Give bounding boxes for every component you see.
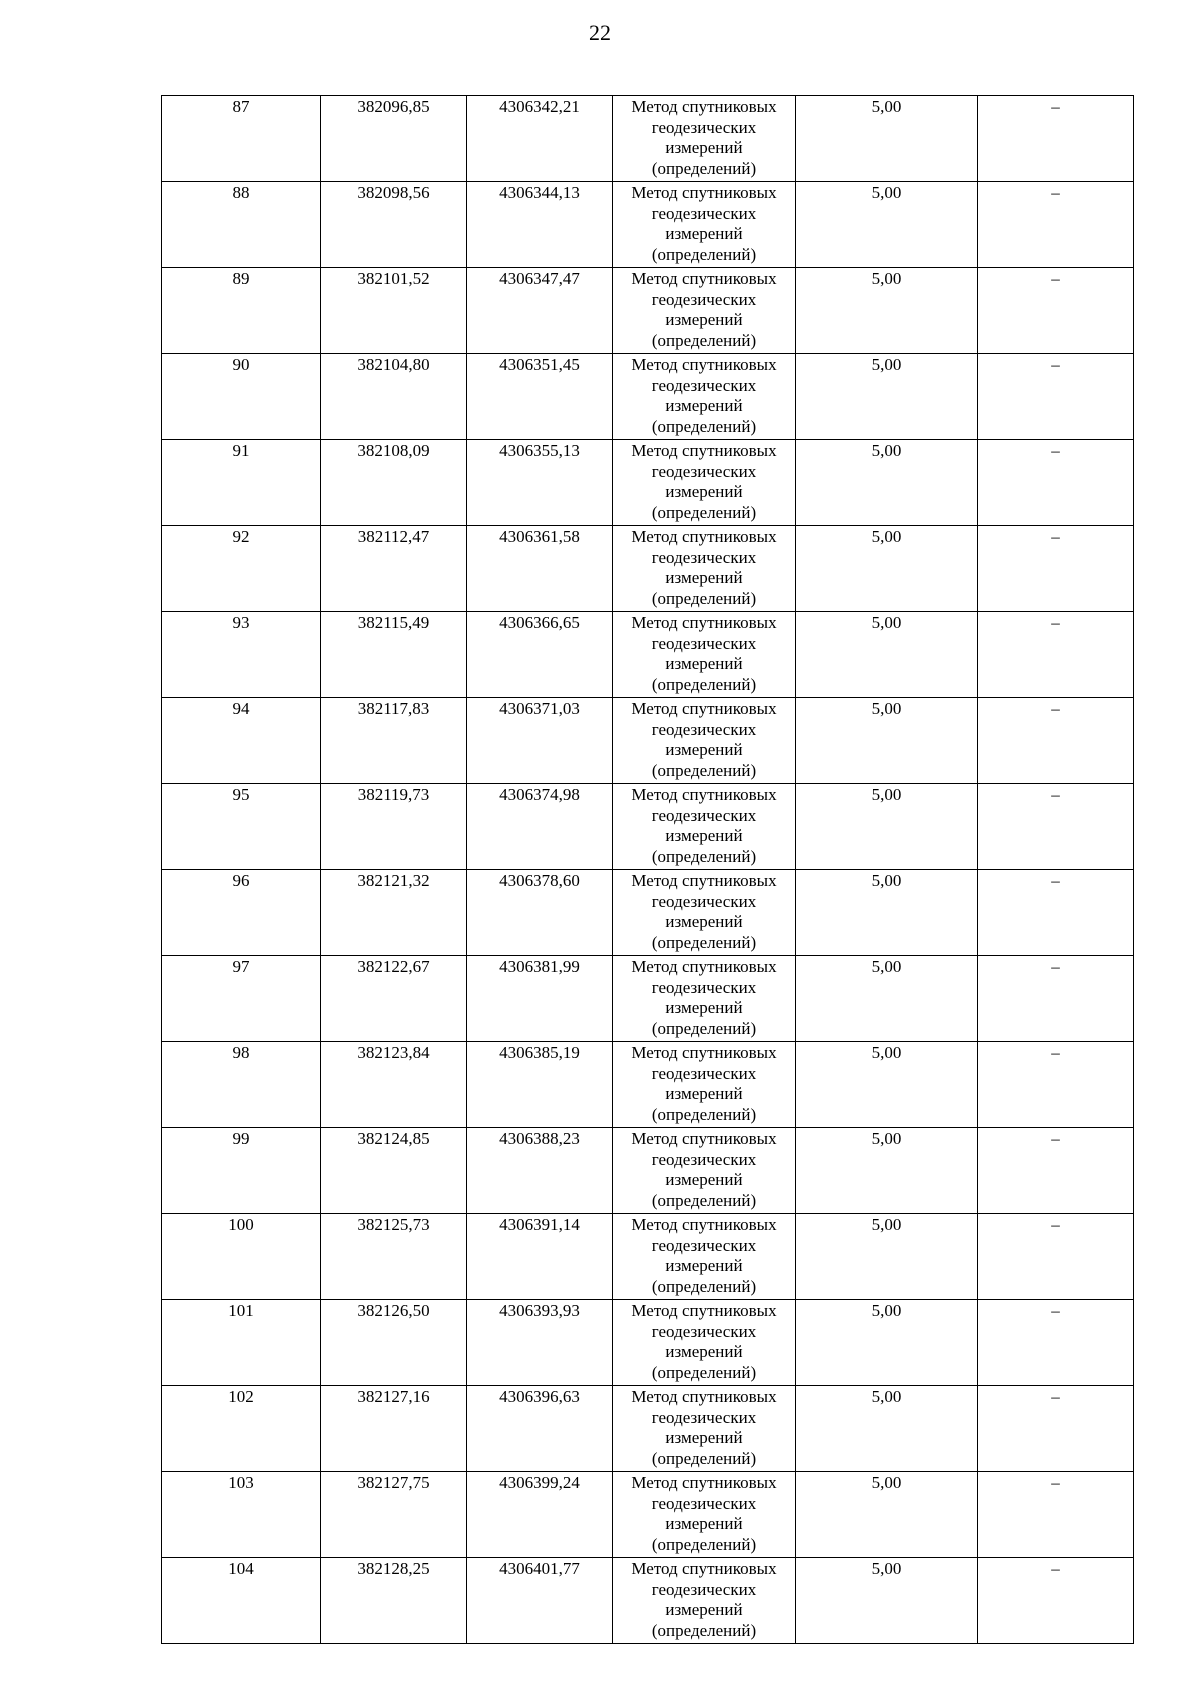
method-line: геодезических: [651, 461, 757, 481]
method-line: Метод спутниковых: [631, 613, 777, 632]
method-line: геодезических: [651, 289, 757, 309]
method-line: измерений: [665, 740, 743, 759]
method-line: (определений): [651, 244, 757, 264]
note-cell: –: [978, 1300, 1134, 1386]
table-row: [162, 268, 1134, 354]
method-line: Метод спутниковых: [631, 1301, 777, 1320]
method-line: (определений): [651, 932, 757, 952]
note-cell: –: [978, 1128, 1134, 1214]
note-cell: –: [978, 612, 1134, 698]
method-line: геодезических: [651, 375, 757, 395]
x-coordinate-cell: 382108,09: [321, 440, 467, 526]
method-line: измерений: [665, 826, 743, 845]
point-number-cell: 90: [162, 354, 321, 440]
point-number-cell: 89: [162, 268, 321, 354]
table-row: [162, 784, 1134, 870]
point-number-cell: 94: [162, 698, 321, 784]
method-cell: [613, 440, 796, 526]
method-cell: [613, 870, 796, 956]
method-line: Метод спутниковых: [631, 1559, 777, 1578]
method-line: геодезических: [651, 203, 757, 223]
note-cell: –: [978, 526, 1134, 612]
table-row: [162, 182, 1134, 268]
method-line: (определений): [651, 1534, 757, 1554]
method-line: (определений): [651, 1362, 757, 1382]
method-line: измерений: [665, 1428, 743, 1447]
method-line: геодезических: [651, 633, 757, 653]
x-coordinate-cell: 382096,85: [321, 96, 467, 182]
method-line: Метод спутниковых: [631, 97, 777, 116]
method-line: геодезических: [651, 1321, 757, 1341]
table-row: [162, 526, 1134, 612]
note-cell: –: [978, 1214, 1134, 1300]
note-cell: –: [978, 1386, 1134, 1472]
method-line: Метод спутниковых: [631, 269, 777, 288]
method-line: Метод спутниковых: [631, 1043, 777, 1062]
method-cell: [613, 612, 796, 698]
method-line: Метод спутниковых: [631, 785, 777, 804]
accuracy-cell: 5,00: [796, 1472, 978, 1558]
point-number-cell: 98: [162, 1042, 321, 1128]
method-cell: [613, 526, 796, 612]
method-line: измерений: [665, 396, 743, 415]
table-body: [162, 96, 1134, 1644]
table-row: [162, 612, 1134, 698]
method-line: геодезических: [651, 977, 757, 997]
table-row: [162, 1128, 1134, 1214]
method-line: (определений): [651, 1104, 757, 1124]
method-line: Метод спутниковых: [631, 441, 777, 460]
method-line: геодезических: [651, 1235, 757, 1255]
y-coordinate-cell: 4306391,14: [467, 1214, 613, 1300]
y-coordinate-cell: 4306399,24: [467, 1472, 613, 1558]
note-cell: –: [978, 182, 1134, 268]
x-coordinate-cell: 382122,67: [321, 956, 467, 1042]
point-number-cell: 100: [162, 1214, 321, 1300]
x-coordinate-cell: 382121,32: [321, 870, 467, 956]
method-line: (определений): [651, 1018, 757, 1038]
table-row: [162, 1472, 1134, 1558]
note-cell: –: [978, 1558, 1134, 1644]
note-cell: –: [978, 956, 1134, 1042]
accuracy-cell: 5,00: [796, 698, 978, 784]
table-row: [162, 956, 1134, 1042]
x-coordinate-cell: 382128,25: [321, 1558, 467, 1644]
method-line: измерений: [665, 568, 743, 587]
accuracy-cell: 5,00: [796, 1214, 978, 1300]
method-cell: [613, 1214, 796, 1300]
y-coordinate-cell: 4306401,77: [467, 1558, 613, 1644]
y-coordinate-cell: 4306366,65: [467, 612, 613, 698]
table-row: [162, 354, 1134, 440]
point-number-cell: 93: [162, 612, 321, 698]
y-coordinate-cell: 4306396,63: [467, 1386, 613, 1472]
x-coordinate-cell: 382123,84: [321, 1042, 467, 1128]
method-line: (определений): [651, 760, 757, 780]
method-line: Метод спутниковых: [631, 1215, 777, 1234]
note-cell: –: [978, 1042, 1134, 1128]
method-line: геодезических: [651, 117, 757, 137]
table-row: [162, 1558, 1134, 1644]
point-number-cell: 88: [162, 182, 321, 268]
method-line: (определений): [651, 330, 757, 350]
method-line: измерений: [665, 998, 743, 1017]
method-cell: [613, 784, 796, 870]
method-line: измерений: [665, 654, 743, 673]
y-coordinate-cell: 4306393,93: [467, 1300, 613, 1386]
method-line: (определений): [651, 1448, 757, 1468]
point-number-cell: 97: [162, 956, 321, 1042]
accuracy-cell: 5,00: [796, 268, 978, 354]
accuracy-cell: 5,00: [796, 1300, 978, 1386]
method-line: геодезических: [651, 891, 757, 911]
method-line: Метод спутниковых: [631, 699, 777, 718]
y-coordinate-cell: 4306388,23: [467, 1128, 613, 1214]
x-coordinate-cell: 382112,47: [321, 526, 467, 612]
note-cell: –: [978, 698, 1134, 784]
table-row: [162, 1300, 1134, 1386]
y-coordinate-cell: 4306381,99: [467, 956, 613, 1042]
method-line: измерений: [665, 1600, 743, 1619]
method-line: Метод спутниковых: [631, 1473, 777, 1492]
table-row: [162, 698, 1134, 784]
method-cell: [613, 1042, 796, 1128]
method-line: измерений: [665, 482, 743, 501]
method-line: (определений): [651, 846, 757, 866]
x-coordinate-cell: 382115,49: [321, 612, 467, 698]
method-line: (определений): [651, 416, 757, 436]
accuracy-cell: 5,00: [796, 526, 978, 612]
table-row: [162, 1042, 1134, 1128]
method-line: (определений): [651, 588, 757, 608]
method-line: (определений): [651, 1620, 757, 1640]
coordinates-table: [161, 95, 1134, 1644]
method-line: геодезических: [651, 1579, 757, 1599]
accuracy-cell: 5,00: [796, 956, 978, 1042]
method-line: (определений): [651, 1276, 757, 1296]
method-line: (определений): [651, 158, 757, 178]
note-cell: –: [978, 1472, 1134, 1558]
x-coordinate-cell: 382101,52: [321, 268, 467, 354]
point-number-cell: 91: [162, 440, 321, 526]
method-line: Метод спутниковых: [631, 355, 777, 374]
method-line: измерений: [665, 1256, 743, 1275]
accuracy-cell: 5,00: [796, 1042, 978, 1128]
table-row: [162, 870, 1134, 956]
method-line: измерений: [665, 1514, 743, 1533]
point-number-cell: 96: [162, 870, 321, 956]
accuracy-cell: 5,00: [796, 182, 978, 268]
table-row: [162, 1214, 1134, 1300]
method-cell: [613, 96, 796, 182]
method-cell: [613, 956, 796, 1042]
x-coordinate-cell: 382127,75: [321, 1472, 467, 1558]
point-number-cell: 104: [162, 1558, 321, 1644]
method-line: геодезических: [651, 1149, 757, 1169]
point-number-cell: 103: [162, 1472, 321, 1558]
accuracy-cell: 5,00: [796, 1558, 978, 1644]
point-number-cell: 95: [162, 784, 321, 870]
method-line: геодезических: [651, 1493, 757, 1513]
method-line: Метод спутниковых: [631, 1129, 777, 1148]
x-coordinate-cell: 382117,83: [321, 698, 467, 784]
method-line: геодезических: [651, 805, 757, 825]
y-coordinate-cell: 4306385,19: [467, 1042, 613, 1128]
method-line: измерений: [665, 1170, 743, 1189]
method-cell: [613, 1386, 796, 1472]
y-coordinate-cell: 4306355,13: [467, 440, 613, 526]
method-cell: [613, 698, 796, 784]
method-line: Метод спутниковых: [631, 1387, 777, 1406]
accuracy-cell: 5,00: [796, 1128, 978, 1214]
method-cell: [613, 354, 796, 440]
x-coordinate-cell: 382124,85: [321, 1128, 467, 1214]
note-cell: –: [978, 268, 1134, 354]
y-coordinate-cell: 4306351,45: [467, 354, 613, 440]
method-line: геодезических: [651, 1063, 757, 1083]
table-row: [162, 1386, 1134, 1472]
method-cell: [613, 1300, 796, 1386]
y-coordinate-cell: 4306361,58: [467, 526, 613, 612]
method-line: Метод спутниковых: [631, 871, 777, 890]
method-cell: [613, 268, 796, 354]
point-number-cell: 101: [162, 1300, 321, 1386]
method-cell: [613, 1472, 796, 1558]
method-line: измерений: [665, 1342, 743, 1361]
accuracy-cell: 5,00: [796, 440, 978, 526]
y-coordinate-cell: 4306378,60: [467, 870, 613, 956]
x-coordinate-cell: 382098,56: [321, 182, 467, 268]
method-line: геодезических: [651, 547, 757, 567]
x-coordinate-cell: 382119,73: [321, 784, 467, 870]
accuracy-cell: 5,00: [796, 354, 978, 440]
method-line: геодезических: [651, 1407, 757, 1427]
method-line: Метод спутниковых: [631, 183, 777, 202]
note-cell: –: [978, 440, 1134, 526]
method-line: (определений): [651, 674, 757, 694]
method-line: Метод спутниковых: [631, 957, 777, 976]
method-line: измерений: [665, 138, 743, 157]
method-line: (определений): [651, 1190, 757, 1210]
accuracy-cell: 5,00: [796, 96, 978, 182]
method-line: измерений: [665, 1084, 743, 1103]
y-coordinate-cell: 4306347,47: [467, 268, 613, 354]
note-cell: –: [978, 870, 1134, 956]
accuracy-cell: 5,00: [796, 612, 978, 698]
x-coordinate-cell: 382127,16: [321, 1386, 467, 1472]
accuracy-cell: 5,00: [796, 870, 978, 956]
point-number-cell: 92: [162, 526, 321, 612]
page-number: 22: [589, 20, 611, 45]
table-row: [162, 96, 1134, 182]
note-cell: –: [978, 354, 1134, 440]
method-line: измерений: [665, 912, 743, 931]
point-number-cell: 102: [162, 1386, 321, 1472]
method-cell: [613, 1558, 796, 1644]
method-cell: [613, 182, 796, 268]
x-coordinate-cell: 382104,80: [321, 354, 467, 440]
x-coordinate-cell: 382126,50: [321, 1300, 467, 1386]
method-line: измерений: [665, 224, 743, 243]
accuracy-cell: 5,00: [796, 784, 978, 870]
y-coordinate-cell: 4306371,03: [467, 698, 613, 784]
y-coordinate-cell: 4306342,21: [467, 96, 613, 182]
method-line: Метод спутниковых: [631, 527, 777, 546]
method-line: геодезических: [651, 719, 757, 739]
table-row: [162, 440, 1134, 526]
method-line: измерений: [665, 310, 743, 329]
point-number-cell: 99: [162, 1128, 321, 1214]
point-number-cell: 87: [162, 96, 321, 182]
note-cell: –: [978, 96, 1134, 182]
note-cell: –: [978, 784, 1134, 870]
x-coordinate-cell: 382125,73: [321, 1214, 467, 1300]
accuracy-cell: 5,00: [796, 1386, 978, 1472]
y-coordinate-cell: 4306374,98: [467, 784, 613, 870]
method-line: (определений): [651, 502, 757, 522]
y-coordinate-cell: 4306344,13: [467, 182, 613, 268]
method-cell: [613, 1128, 796, 1214]
